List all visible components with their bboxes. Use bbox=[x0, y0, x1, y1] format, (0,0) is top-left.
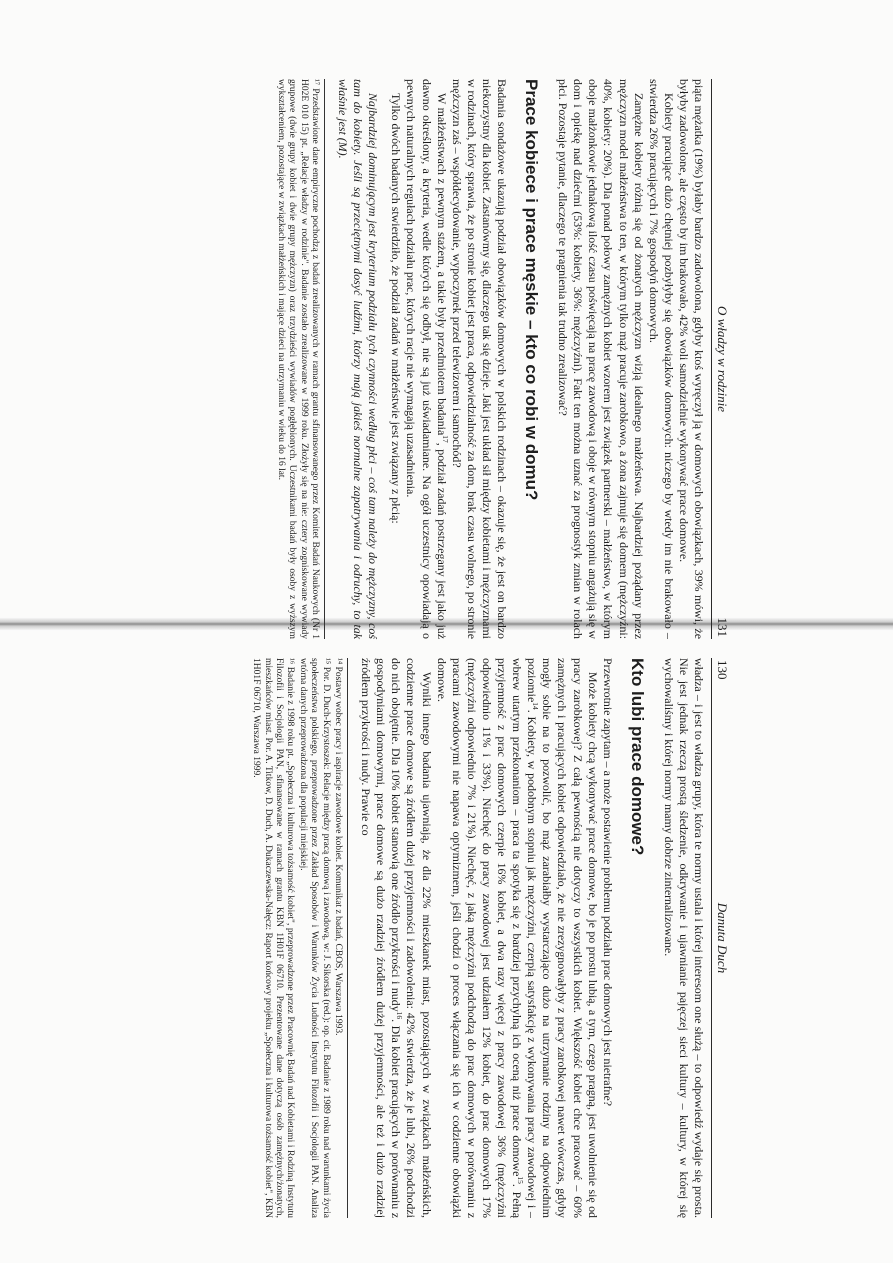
paragraph: piąta mężatka (19%) byłaby bardzo zadowolona, gdyby ktoś wyręczył ją w domowych obowiązkach, 39% mówi, że byłyby zadowolone, ale często by im brakowało, 42% woli samodzielnie wykonywać prace domowe. bbox=[676, 79, 706, 639]
paragraph bbox=[403, 79, 448, 639]
footnote-ref: 16 bbox=[395, 1011, 405, 1020]
text-run: Wyniki innego badania ujawniają, że dla 22% mieszkanek miast, pozostających w związkach małżeńskich, codzienne prace domowe są źródłem dużej przyjemności i zadowolenia: 42% stwierdza, że je lubi, 26% podchodzi do nich obojętnie. Dla 10% kobiet stanowią one źródło przykrości i nudy bbox=[389, 658, 434, 1218]
paragraph: Badania sondażowe ukazują podział obowiązków domowych w polskich rodzinach – okazuje się, że jest on bardzo niekorzystny dla kobiet. Zastanówmy się, dlaczego tak się dzieje. Jaki jest układ sił między kobietami i mężczyznami w rodzinach, który sprawia, że po stronie kobiet jest praca, odpowiedzialność za dom, brak czasu wolnego, po stronie mężczyzn zaś – współdecydowanie, wypoczynek przed telewizorem i samochód? bbox=[449, 79, 510, 640]
section-heading: Prace kobiece i prace męskie – kto co robi w domu? bbox=[522, 79, 542, 501]
text-run: , podział zadań postrzegany jest jako już dawno określony, a kryteria, wedle których się odbył, nie są już uświadamiane. Na ogół uczestnicy opowiadają o pewnych naturalnych regułach podziału prac, których racje nie wymagają uzasadnienia. bbox=[404, 79, 449, 639]
page-body bbox=[249, 658, 706, 1218]
footnote-ref: 14 bbox=[531, 702, 541, 710]
footnote-ref: 17 bbox=[440, 435, 450, 443]
paragraph: Przewrotnie zapytam – a może postawienie problemu podziału prac domowych jest nietrafne? bbox=[600, 658, 615, 1107]
text-run: . Kobiety, w podobnym stopniu jak mężczyźni, czerpią satysfakcję z wykonywania pracy zawodowej i – wbrew utartym przekonaniom – praca ta spotyka się z bardziej przychylną ich oceną niż prace domowe bbox=[510, 658, 540, 1218]
paragraph: Tylko dwóch badanych stwierdziło, że podział zadań w małżeństwie jest związany z płcią: bbox=[389, 93, 404, 524]
footnote: ¹⁵ Por. D. Duch-Krzystoszek: Relacje między pracą domową i zawodową, w: J. Sikorska (red.): op. cit. Badanie z 1989 roku nad warunkami życia społeczeństwa polskiego, przeprowadzone przez Zakład Sposobów i Warunków Życia Ludności Instytutu Filozofii i Socjologii PAN. Analiza wtórna danych przeprowadzona dla populacji miejskiej. bbox=[297, 658, 331, 1218]
paragraph bbox=[434, 658, 600, 1218]
running-head-title: O władzy w rodzinie bbox=[715, 305, 730, 413]
footnote: ¹⁴ Postawy wobec pracy i aspiracje zawodowe kobiet. Komunikat z badań, CBOS, Warszawa 1993. bbox=[333, 658, 344, 1036]
text-run: . Pełną przyjemność z prac domowych czerpie 16% kobiet, a dwa razy więcej z pracy zawodowej 36% (mężczyźni odpowiednio 11% i 33%). Niechęć do pracy zawodowej jest udziałem 12% kobiet, do prac domowych 17% (mężczyźni odpowiednio 7% i 21%). Niechęć, z jaką mężczyźni podchodzą do prac domowych w porównaniu z pracami zawodowymi nie napawa optymizmem, jeśli chodzi o proces włączania się ich w codzienne obowiązki domowe. bbox=[434, 658, 525, 1218]
text-run: Może kobiety chcą wykonywać prace domowe, bo je po prostu lubią, a tym, czego pragną, jest uwolnienie się od pracy zarobkowej? Z całą pewnością nie dotyczy to wszystkich kobiet. Większość kobiet chce pracować – 60% zamężnych i pracujących kobiet odpowiedziało, że nie zrezygnowałyby z pracy zarobkowej nawet wówczas, gdyby mogły sobie na to pozwolić, bo mąż zarabiałby wystarczająco dużo na utrzymanie rodziny na odpowiednim poziomie bbox=[525, 658, 600, 1218]
running-head-author: Danuta Duch bbox=[715, 902, 730, 974]
running-header bbox=[711, 79, 732, 639]
footnote: ¹⁷ Przedstawione dane empiryczne pochodzą z badań zrealizowanych w ramach grantu sfinansowanego przez Komitet Badań Naukowych (Nr 1 H02E 010 15) pt. „Relacje władzy w rodzinie". Badanie zostało zrealizowane w 1999 roku. Złożyły się na nie: cztery zogniskowane wywiady grupowe (dwie grupy kobiet i dwie grupy mężczyzn) oraz trzydzieści wywiadów pogłębionych. Uczestnikami badań były osoby z wyższym wykształceniem, pozostające w związkach małżeńskich i mające dzieci na utrzymaniu w wieku do 16 lat. bbox=[275, 79, 321, 639]
footnote: ¹⁶ Badanie z 1998 roku pt. „Społeczna i kulturowa tożsamość kobiet", przeprowadzone przez Pracownię Badań nad Kobietami i Rodziną Instytutu Filozofii i Socjologii PAN, sfinansowane w ramach grantu KBN 1H01F 06710. Prezentowane dane dotyczą osób zamężnych/żonatych, mieszkańców miast. Por. A. Titkow, D. Duch, A. Dukaczewska-Nałęcz: Raport końcowy projektu „Społeczna i kulturowa tożsamość kobiet", KBN 1H01F 06710, Warszawa 1999. bbox=[251, 658, 296, 1218]
section-heading: Kto lubi prace domowe? bbox=[627, 658, 647, 856]
paragraph: Zamężne kobiety różnią się od żonatych mężczyzn wizją idealnego małżeństwa. Najbardziej pożądany przez mężczyzn model małżeństwa to ten, w którym tylko mąż pracuje zarobkowo, a żona zajmuje się domem (mężczyźni: 40%, kobiety: 20%). Dla ponad połowy zamężnych kobiet wzorem jest związek partnerski – małżeństwo, w którym oboje małżonkowie jednakową ilość czasu poświęcają na pracę zawodową i oboje w równym stopniu angażują się w dom i opiekę nad dziećmi (53%: kobiety, 36%: mężczyźni). Fakt ten można uznać za prognostyk zmian w rolach płci. Pozostaje pytanie, dlaczego te pragnienia tak trudno zrealizować? bbox=[556, 79, 646, 639]
text-run: W małżeństwach z pewnym stażem, a takie były przedmiotem badania bbox=[434, 93, 449, 436]
paragraph bbox=[358, 658, 433, 1218]
page-number: 131 bbox=[715, 617, 730, 637]
running-header bbox=[711, 658, 732, 1218]
page-number: 130 bbox=[715, 660, 730, 680]
page-130 bbox=[0, 658, 732, 1218]
page-131 bbox=[0, 79, 732, 639]
footnotes bbox=[250, 658, 348, 1218]
interview-quote: Najbardziej dominującym jest kryterium podziału tych czynności według płci – coś tam należy do mężczyzny, coś tam do kobiety. Jeśli są przeciętnymi dosyć ludźmi, którzy mają jakieś normalne zapatrywania i odruchy, to tak właśnie jest (M). bbox=[336, 79, 381, 639]
footnotes bbox=[274, 79, 325, 639]
page-body bbox=[273, 79, 706, 639]
paragraph: Kobiety pracujące dużo chętniej pozbyłyby się obowiązków domowych: niczego by wtedy im nie brakowało – stwierdza 26% pracujących i 7% gospodyń domowych. bbox=[646, 79, 676, 639]
paragraph: władza – i jest to władza grupy, która te normy ustala i której interesom one służą – to odpowiedź wydaje się prosta. Nie jest jednak rzeczą prostą śledzenie, odkrywanie i ujawnianie pajęczej sieci kultury – kultury, w której się wychowaliśmy i której normy mamy dobrze zinternalizowane. bbox=[661, 658, 706, 1218]
text-run: . Dla kobiet pracujących w porównaniu z gospodyniami domowymi, prace domowe są dużo rzadziej źródłem dużej przyjemności, ale też i dużo rzadziej źródłem przykrości i nudy. Prawie co bbox=[359, 658, 404, 1219]
footnote-ref: 15 bbox=[516, 1176, 526, 1184]
